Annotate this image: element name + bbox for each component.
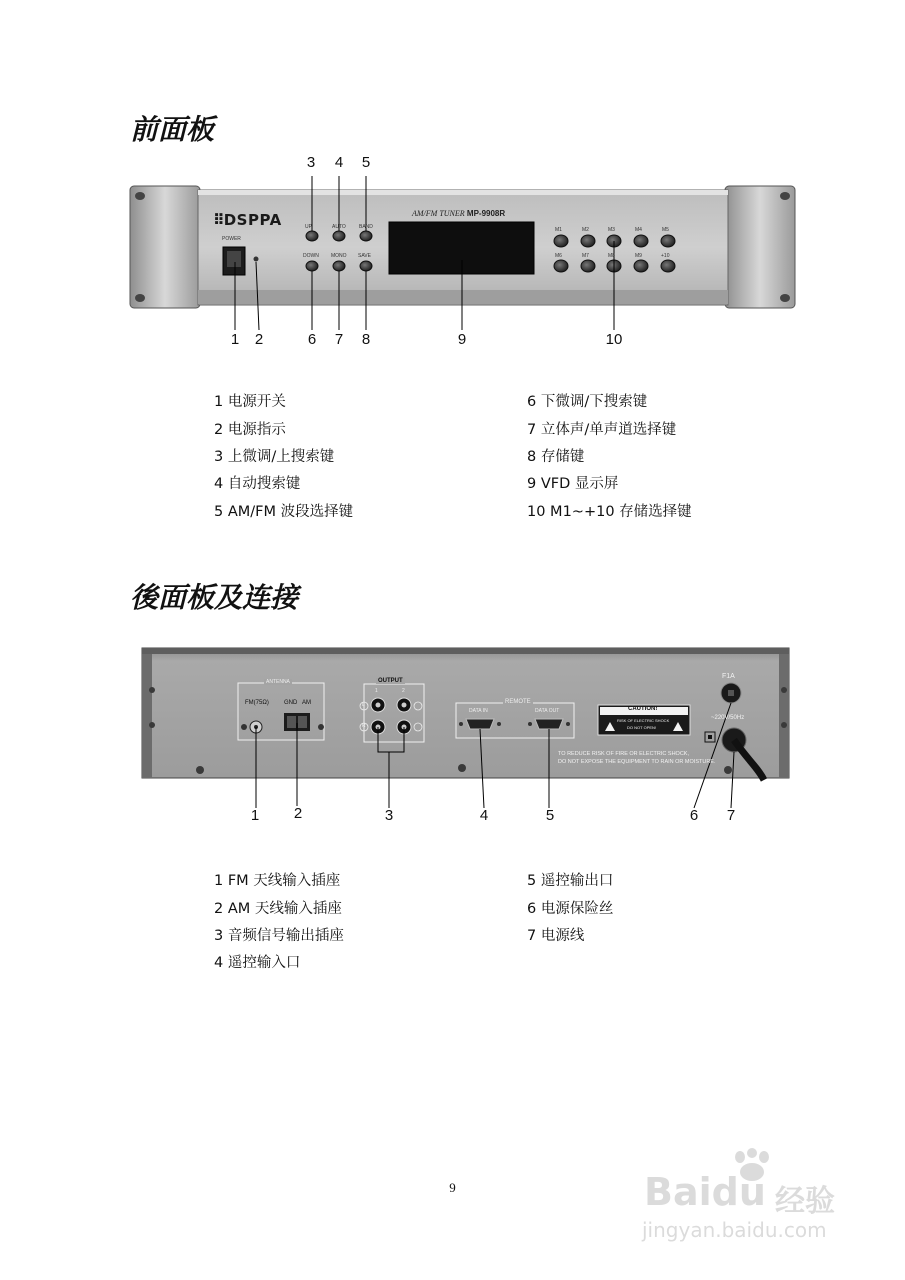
legend-item: 1 FM 天线输入插座 <box>214 873 341 889</box>
mono-button[interactable]: MONO <box>331 253 347 259</box>
antenna-label: ANTENNA <box>266 679 290 685</box>
legend-item: 7 立体声/单声道选择键 <box>527 422 677 438</box>
rear-callout-7: 7 <box>726 807 736 824</box>
output-channel-1: 1 <box>375 688 378 694</box>
preset-m8[interactable]: M8 <box>608 253 615 259</box>
band-button[interactable]: BAND <box>359 224 373 230</box>
preset-m7[interactable]: M7 <box>582 253 589 259</box>
legend-item: 2 AM 天线输入插座 <box>214 901 342 917</box>
rear-callout-6: 6 <box>689 807 699 824</box>
preset-m4[interactable]: M4 <box>635 227 642 233</box>
watermark-url: jingyan.baidu.com <box>642 1218 827 1242</box>
legend-item: 2 电源指示 <box>214 422 286 438</box>
preset-m2[interactable]: M2 <box>582 227 589 233</box>
data-out-port[interactable]: DATA OUT <box>535 708 560 714</box>
power-spec-label: ~220V/50Hz <box>711 715 745 721</box>
legend-item: 8 存储键 <box>527 449 585 465</box>
legend-item: 10 M1~+10 存储选择键 <box>527 504 692 520</box>
preset-m1[interactable]: M1 <box>555 227 562 233</box>
callout-3: 3 <box>306 154 316 171</box>
fuse-label: F1A <box>722 673 735 680</box>
watermark-brand: Baidu <box>644 1170 766 1214</box>
legend-item: 9 VFD 显示屏 <box>527 476 619 492</box>
remote-label: REMOTE <box>505 699 531 705</box>
baidu-jingyan-watermark <box>640 1140 860 1240</box>
legend-item: 7 电源线 <box>527 928 585 944</box>
caution-line-2: DO NOT OPEN! <box>627 725 657 730</box>
page-number: 9 <box>449 1180 456 1195</box>
legend-item: 5 遥控输出口 <box>527 873 614 889</box>
caution-line-1: RISK OF ELECTRIC SHOCK <box>617 718 670 723</box>
callout-7: 7 <box>334 331 344 348</box>
callout-1: 1 <box>230 331 240 348</box>
logo-grid-icon: ⠿ <box>213 211 224 229</box>
warning-line-2: DO NOT EXPOSE THE EQUIPMENT TO RAIN OR MOISTURE. <box>558 759 716 765</box>
rear-callout-5: 5 <box>545 807 555 824</box>
legend-item: 4 自动搜索键 <box>214 476 301 492</box>
left-label: L <box>362 702 365 708</box>
caution-title: CAUTION! <box>628 706 658 712</box>
preset-m5[interactable]: M5 <box>662 227 669 233</box>
legend-item: 3 上微调/上搜索键 <box>214 449 335 465</box>
legend-item: 4 遥控输入口 <box>214 955 301 971</box>
callout-4: 4 <box>334 154 344 171</box>
up-button[interactable]: UP <box>305 224 312 230</box>
fm-antenna-jack[interactable]: FM(75Ω) <box>245 700 269 706</box>
callout-8: 8 <box>361 331 371 348</box>
save-button[interactable]: SAVE <box>358 253 371 259</box>
rear-callout-3: 3 <box>384 807 394 824</box>
model-prefix: AM/FM TUNER <box>412 209 465 218</box>
warning-line-1: TO REDUCE RISK OF FIRE OR ELECTRIC SHOCK, <box>558 751 689 757</box>
auto-button[interactable]: AUTO <box>332 224 346 230</box>
watermark-cn: 经验 <box>775 1184 835 1219</box>
output-channel-2: 2 <box>402 688 405 694</box>
preset-m3[interactable]: M3 <box>608 227 615 233</box>
rear-callout-2: 2 <box>293 805 303 822</box>
legend-item: 5 AM/FM 波段选择键 <box>214 504 354 520</box>
callout-5: 5 <box>361 154 371 171</box>
rear-callout-1: 1 <box>250 807 260 824</box>
legend-item: 3 音频信号输出插座 <box>214 928 344 944</box>
right-label: R <box>362 723 366 729</box>
am-antenna-terminal[interactable]: AM <box>302 700 311 706</box>
rear-panel-heading: 後面板及连接 <box>130 581 299 614</box>
rear-callout-4: 4 <box>479 807 489 824</box>
preset-m9[interactable]: M9 <box>635 253 642 259</box>
legend-item: 6 电源保险丝 <box>527 901 614 917</box>
down-button[interactable]: DOWN <box>303 253 319 259</box>
gnd-terminal[interactable]: GND <box>284 700 298 706</box>
model-number: MP-9908R <box>466 209 506 218</box>
callout-10: 10 <box>605 331 623 348</box>
legend-item: 6 下微调/下搜索键 <box>527 394 648 410</box>
callout-6: 6 <box>307 331 317 348</box>
preset-m6[interactable]: M6 <box>555 253 562 259</box>
front-panel-heading: 前面板 <box>130 113 215 146</box>
legend-item: 1 电源开关 <box>214 394 286 410</box>
data-in-port[interactable]: DATA IN <box>469 708 488 714</box>
output-label: OUTPUT <box>378 678 403 684</box>
brand-logo: ⠿DSPPA <box>213 211 282 229</box>
callout-9: 9 <box>457 331 467 348</box>
power-label: POWER <box>222 236 241 242</box>
callout-2: 2 <box>254 331 264 348</box>
preset-plus10[interactable]: +10 <box>661 253 670 259</box>
